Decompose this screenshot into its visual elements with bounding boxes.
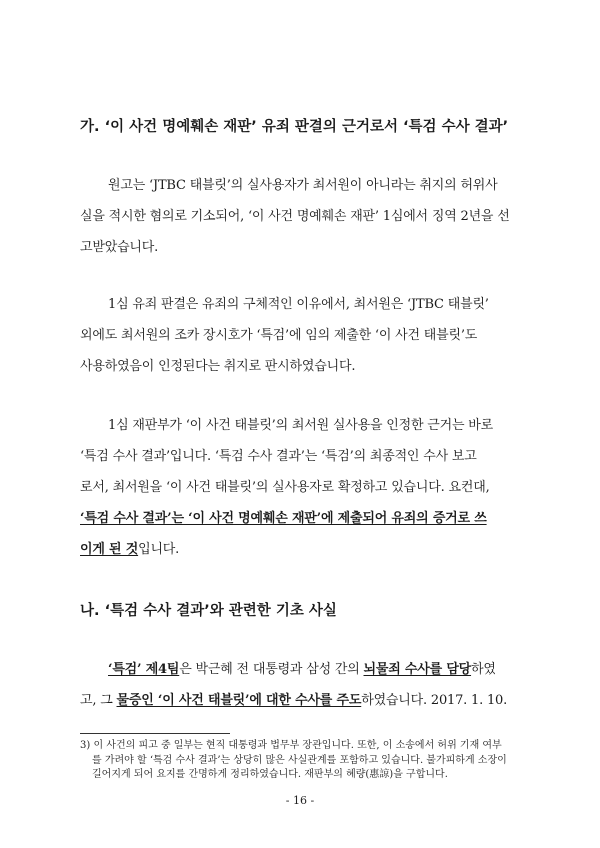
section-heading-ga: 가. ‘이 사건 명예훼손 재판’ 유죄 판결의 근거로서 ‘특검 수사 결과’ bbox=[80, 119, 509, 135]
footnote-line: 를 가려야 할 ‘특검 수사 결과’는 상당히 많은 사실관계를 포함하고 있습니다. 불가피하게 소장이 bbox=[92, 754, 507, 766]
paragraph-1 bbox=[80, 170, 530, 263]
footnote-separator bbox=[80, 733, 230, 734]
paragraph-2-line: 1심 유죄 판결은 유죄의 구체적인 이유에서, 최서원은 ‘JTBC 태블릿’ bbox=[108, 297, 489, 312]
paragraph-4-text: 고, 그 bbox=[80, 693, 117, 708]
paragraph-3-line: 1심 재판부가 ‘이 사건 태블릿’의 최서원 실사용을 인정한 근거는 바로 bbox=[108, 418, 493, 433]
paragraph-4-text: 은 박근혜 전 대통령과 삼성 간의 bbox=[179, 662, 364, 677]
paragraph-3-emphasis-line: ‘특검 수사 결과’는 ‘이 사건 명예훼손 재판’에 제출되어 유죄의 증거로 쓰 bbox=[80, 511, 487, 526]
special-prosecutor-team-4: ‘특검’ 제4팀 bbox=[108, 662, 180, 677]
paragraph-3 bbox=[80, 410, 530, 565]
paragraph-3-line: ‘특검 수사 결과’입니다. ‘특검 수사 결과’는 ‘특검’의 최종적인 수사 보고 bbox=[80, 449, 477, 464]
tablet-investigation-emphasis: 물증인 ‘이 사건 태블릿’에 대한 수사를 주도 bbox=[116, 693, 362, 708]
paragraph-4-text: 하였 bbox=[471, 662, 496, 677]
footnote-3 bbox=[80, 739, 530, 783]
paragraph-3-tail: 입니다. bbox=[138, 542, 180, 557]
section-heading-na: 나. ‘특검 수사 결과’와 관련한 기초 사실 bbox=[80, 603, 337, 619]
paragraph-4-line-1 bbox=[80, 654, 530, 685]
paragraph-1-line: 원고는 ‘JTBC 태블릿’의 실사용자가 최서원이 아니라는 취지의 허위사 bbox=[108, 178, 498, 193]
paragraph-4-text: 하였습니다. 2017. 1. 10. bbox=[361, 693, 508, 708]
paragraph-3-emphasis-end: 이게 된 것 bbox=[80, 542, 139, 557]
paragraph-4 bbox=[80, 654, 530, 716]
paragraph-1-line: 실을 적시한 혐의로 기소되어, ‘이 사건 명예훼손 재판’ 1심에서 징역 2년을 선 bbox=[80, 209, 510, 224]
footnote-line: 3) 이 사건의 피고 중 일부는 현직 대통령과 법무부 장관입니다. 또한, 이 소송에서 허위 기재 여부 bbox=[80, 740, 502, 751]
paragraph-2 bbox=[80, 289, 530, 382]
footnote-line: 길어지게 되어 요지를 간명하게 정리하였습니다. 재판부의 혜량(惠諒)을 구합니다. bbox=[92, 769, 448, 780]
paragraph-3-last-line bbox=[80, 534, 530, 565]
paragraph-3-line: 로서, 최서원을 ‘이 사건 태블릿’의 실사용자로 확정하고 있습니다. 요컨대, bbox=[80, 480, 490, 495]
paragraph-1-line: 고받았습니다. bbox=[80, 240, 159, 255]
page-number: - 16 - bbox=[285, 794, 315, 807]
bribery-investigation-emphasis: 뇌물죄 수사를 담당 bbox=[363, 662, 472, 677]
paragraph-2-line: 사용하였음이 인정된다는 취지로 판시하였습니다. bbox=[80, 359, 356, 374]
paragraph-2-line: 외에도 최서원의 조카 장시호가 ‘특검’에 임의 제출한 ‘이 사건 태블릿’도 bbox=[80, 328, 478, 343]
paragraph-4-line-2 bbox=[80, 685, 530, 716]
